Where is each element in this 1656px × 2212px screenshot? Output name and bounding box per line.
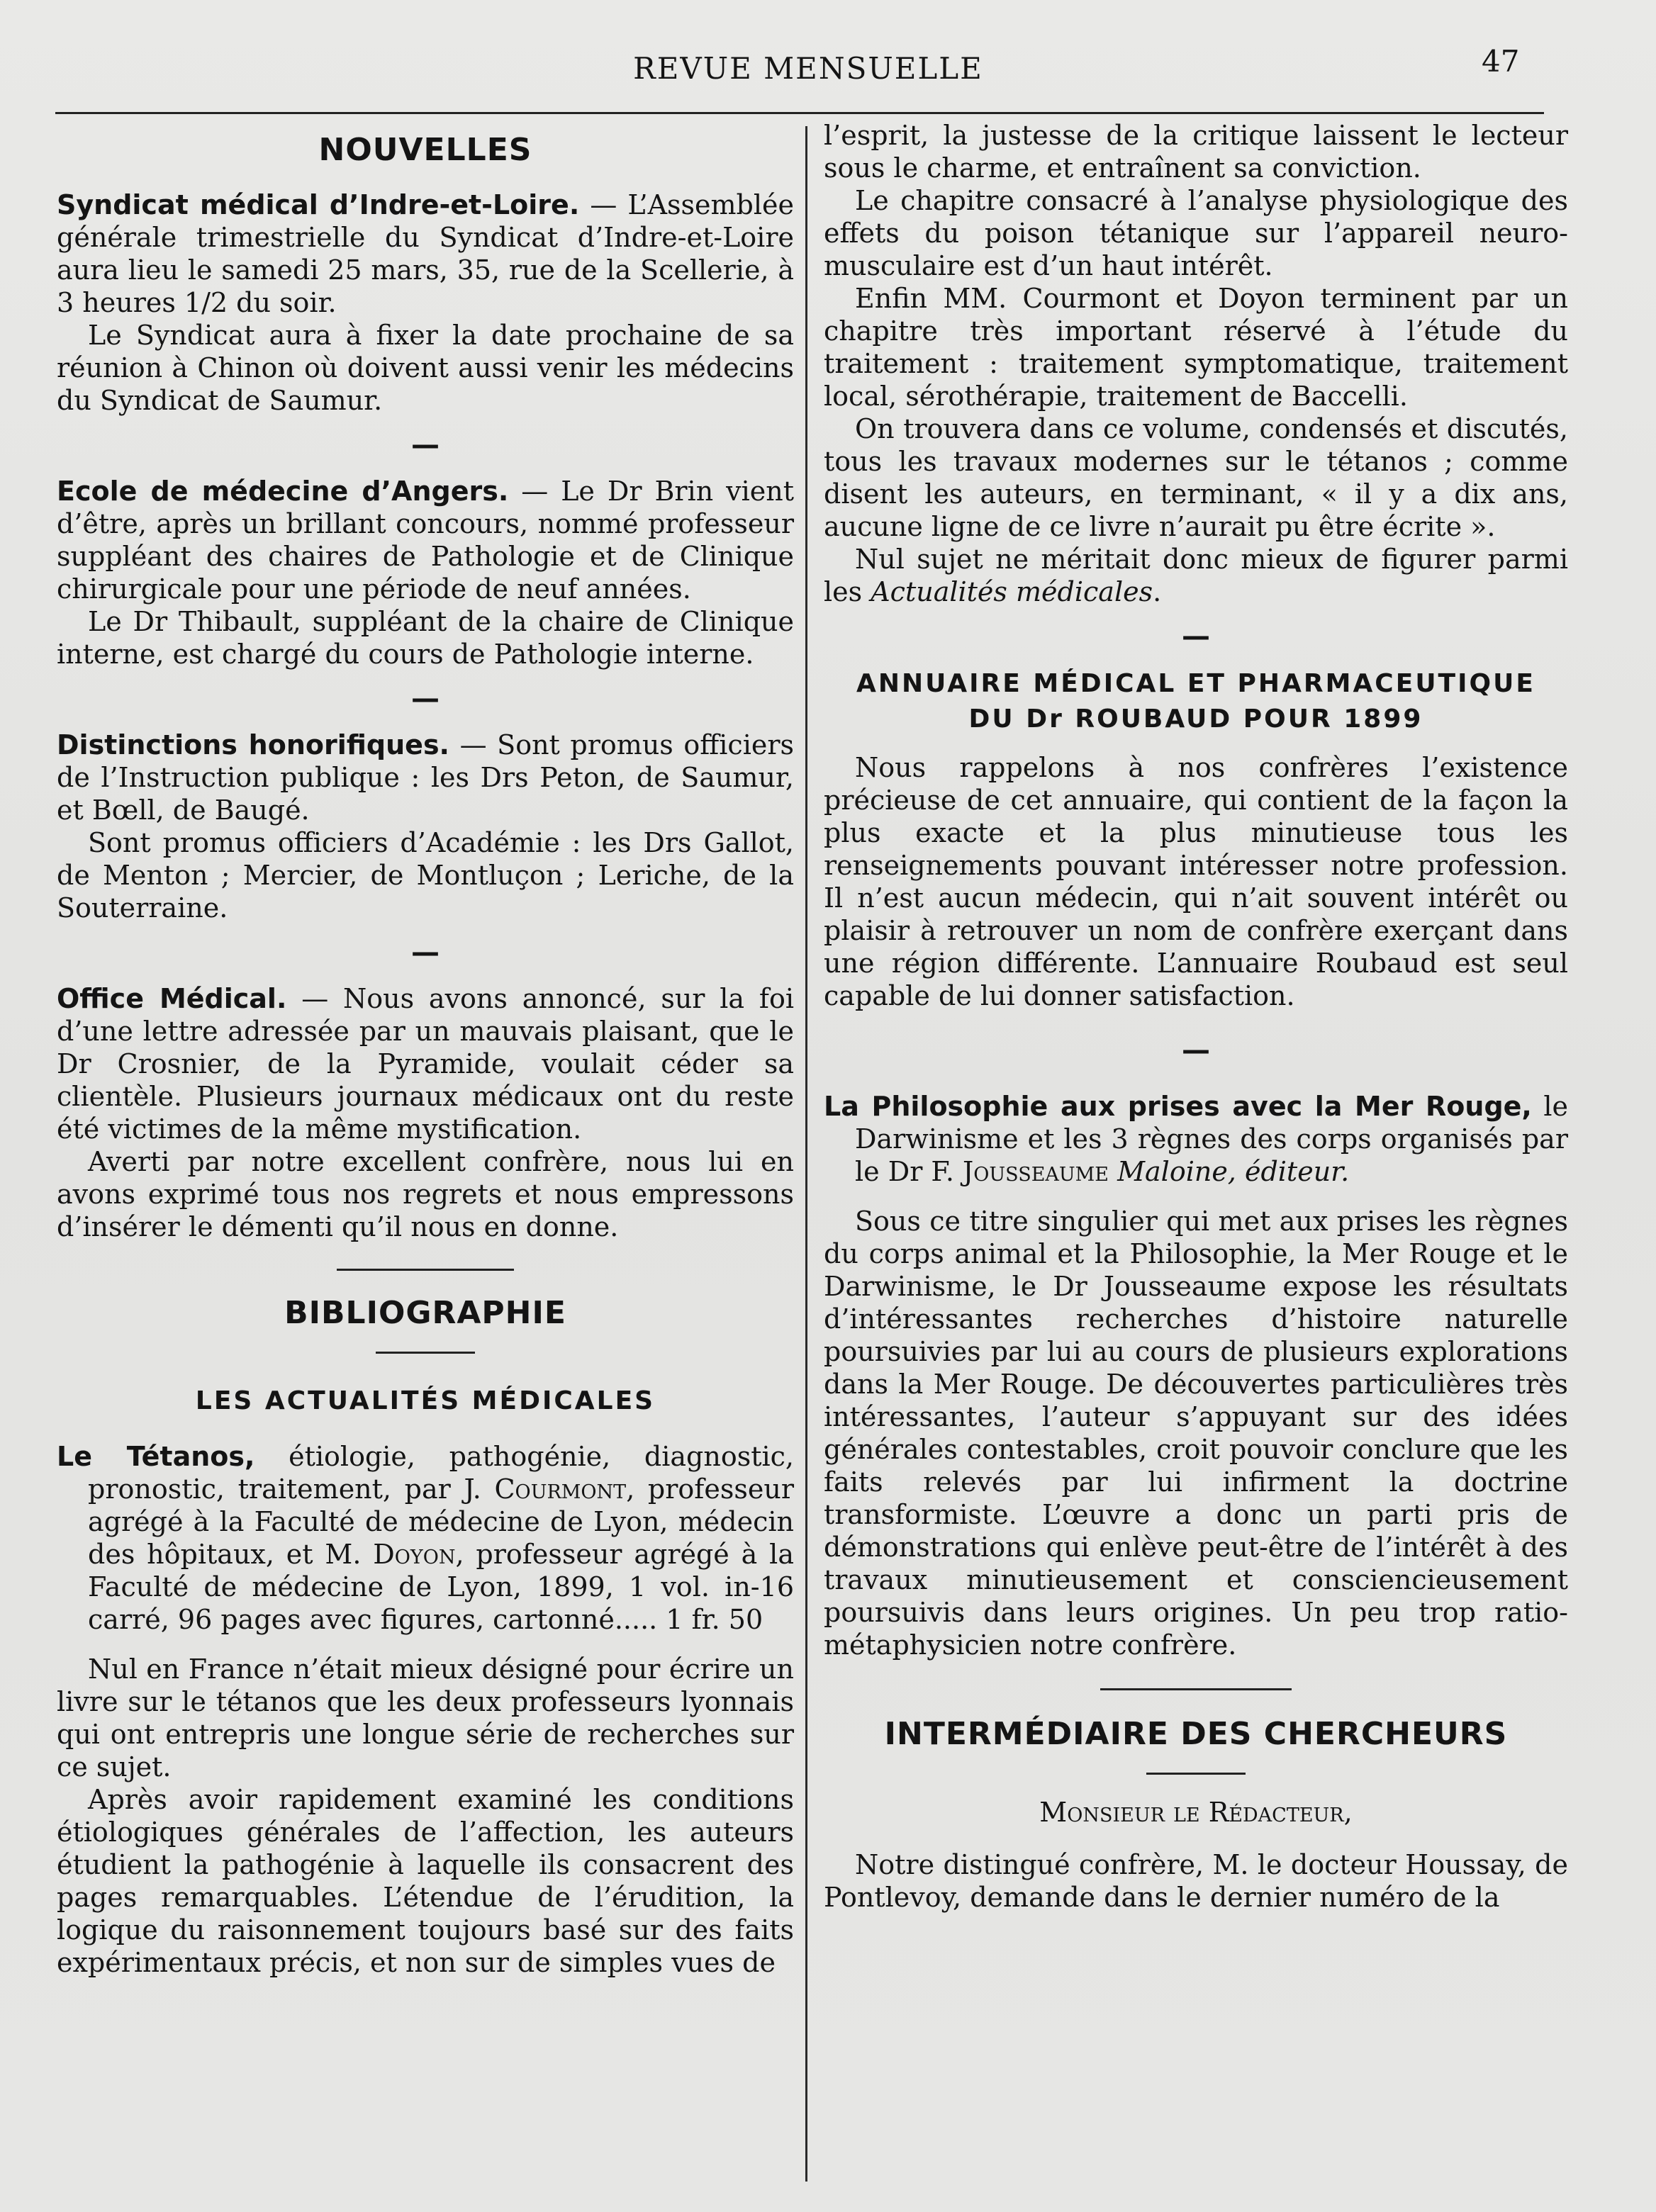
intermediaire-heading: INTERMÉDIAIRE DES CHERCHEURS — [884, 1716, 1508, 1752]
review-paragraph: l’esprit, la justesse de la critique laissent le lecteur sous le charme, et entraînent sa conviction. — [824, 120, 1568, 184]
page-number: 47 — [1482, 44, 1520, 79]
annuaire-paragraph: Nous rappelons à nos confrères l’existence précieuse de cet annuaire, qui contient de la façon la plus exacte et la plus minutieuse tous les renseignements pouvant intéresser notre profession. Il n’est aucun médecin, qui n’ait souvent intérêt ou plaisir à retrouver un nom de confrère exerçant dans une région différente. L’annuaire Roubaud est seul capable de lui donner satisfaction. — [824, 752, 1568, 1011]
news-text: — Le Dr Brin vient d’être, après un brillant concours, nommé professeur suppléant des chaires de Pathologie et de Clinique chirurgicale pour une période de neuf années. — [57, 476, 794, 605]
news-text: — Sont promus officiers de l’Instruction publique : les Drs Peton, de Saumur, et Bœll, de Baugé. — [57, 729, 795, 826]
separator-dash: — — [411, 936, 440, 969]
right-column — [824, 119, 1568, 1914]
bibliographie-heading: BIBLIOGRAPHIE — [284, 1295, 566, 1331]
section-rule — [1146, 1773, 1246, 1775]
news-lead: Syndicat médical d’Indre-et-Loire. — [57, 189, 580, 220]
section-rule — [337, 1269, 514, 1271]
news-item-distinctions — [57, 729, 794, 826]
review-paragraph: Après avoir rapidement examiné les conditions étiologiques générales de l’affection, les auteurs étudient la pathogénie à laquelle ils consacrent des pages remarquables. L’étendue de l’érudition, la logique du raisonnement toujours basé sur des faits expérimentaux précis, et non sur de simples vues de — [57, 1784, 794, 1978]
news-lead: Ecole de médecine d’Angers. — [57, 476, 509, 507]
book-author: Courmont — [494, 1473, 627, 1505]
review-paragraph: Le chapitre consacré à l’analyse physiologique des effets du poison tétanique sur l’appareil neuro-musculaire est d’un haut intérêt. — [824, 185, 1568, 281]
book-title: La Philosophie aux prises avec la Mer Rouge, — [824, 1091, 1532, 1122]
news-item-ecole — [57, 475, 794, 605]
review-paragraph: Nul en France n’était mieux désigné pour écrire un livre sur le tétanos que les deux professeurs lyonnais qui ont entrepris une longue série de recherches sur ce sujet. — [57, 1654, 794, 1782]
book-publisher: Maloine, éditeur. — [1109, 1156, 1350, 1187]
book-author: Doyon — [373, 1539, 456, 1570]
news-item-office — [57, 982, 794, 1145]
review-paragraph: On trouvera dans ce volume, condensés et discutés, tous les travaux modernes sur le tétanos ; comme disent les auteurs, en terminant, « il y a dix ans, aucune ligne de ce livre n’aurait pu être écrite ». — [824, 413, 1568, 542]
news-item-syndicat — [57, 189, 794, 319]
annuaire-heading-line2: DU Dr ROUBAUD POUR 1899 — [968, 704, 1423, 734]
book-text: le Darwinisme et les 3 règnes des corps organisés par le Dr F. — [855, 1091, 1568, 1187]
news-text: — L’Assemblée générale trimestrielle du Syndicat d’Indre-et-Loire aura lieu le samedi 25 mars, 35, rue de la Scellerie, à 3 heures 1/2 du soir. — [57, 189, 794, 318]
news-lead: Distinctions honorifiques. — [57, 729, 449, 760]
book-text: , professeur agrégé à la Faculté de médecine de Lyon, 1899, 1 vol. in-16 carré, 96 pages avec figures, cartonné..... 1 fr. 50 — [88, 1539, 794, 1635]
book-entry — [824, 1090, 1568, 1188]
separator-dash: — — [411, 429, 440, 461]
review-paragraph: Nul sujet ne méritait donc mieux de figurer parmi les Actualités médicales. — [824, 544, 1568, 607]
book-entry — [57, 1440, 794, 1636]
book-author: Jousseaume — [963, 1156, 1109, 1187]
book-text: , professeur agrégé à la Faculté de médecine de Lyon, médecin des hôpitaux, et M. — [88, 1473, 794, 1570]
news-paragraph: Le Syndicat aura à fixer la date prochaine de sa réunion à Chinon où doivent aussi venir les médecins du Syndicat de Saumur. — [57, 320, 794, 416]
news-text: — Nous avons annoncé, sur la foi d’une lettre adressée par un mauvais plaisant, que le Dr Crosnier, de la Pyramide, voulait céder sa clientèle. Plusieurs journaux médicaux ont du reste été victimes de la même mystification. — [57, 983, 794, 1145]
review-paragraph: Enfin MM. Courmont et Doyon terminent par un chapitre très important réservé à l’étude du traitement : traitement symptomatique, traitement local, sérothérapie, traitement de Baccelli. — [824, 283, 1568, 412]
nouvelles-heading: NOUVELLES — [318, 132, 532, 168]
header-rule — [55, 112, 1544, 114]
left-column — [57, 119, 794, 1979]
news-paragraph: Sont promus officiers d’Académie : les Drs Gallot, de Menton ; Mercier, de Montluçon ; Leriche, de la Souterraine. — [57, 827, 794, 923]
series-title: Actualités médicales — [871, 576, 1153, 607]
letter-paragraph: Notre distingué confrère, M. le docteur Houssay, de Pontlevoy, demande dans le dernier numéro de la — [824, 1849, 1568, 1913]
salutation: Monsieur le Rédacteur, — [1039, 1797, 1353, 1828]
section-rule — [1100, 1688, 1292, 1690]
separator-dash: — — [1182, 1034, 1210, 1067]
book-title: Le Tétanos, — [57, 1441, 255, 1472]
review-paragraph: Sous ce titre singulier qui met aux prises les règnes du corps animal et la Philosophie, la Mer Rouge et le Darwinisme, le Dr Jousseaume expose les résultats d’intéressantes recherches d’histoire naturelle poursuivies par lui au cours de plusieurs explorations dans la Mer Rouge. De découvertes particulières très intéressantes, l’auteur s’appuyant sur des idées générales contestables, croit pouvoir conclure que les faits relevés par lui infirment la doctrine transformiste. L’œuvre a donc un parti pris de démonstrations qui enlève peut-être de l’intérêt à des travaux minutieusement et consciencieusement poursuivis dans leurs origines. Un peu trop ratio-métaphysicien notre confrère. — [824, 1206, 1568, 1661]
news-paragraph: Averti par notre excellent confrère, nous lui en avons exprimé tous nos regrets et nous empressons d’insérer le démenti qu’il nous en donne. — [57, 1146, 794, 1242]
journal-title: REVUE MENSUELLE — [633, 51, 983, 86]
separator-dash: — — [1182, 620, 1210, 653]
book-text: étiologie, pathogénie, diagnostic, pronostic, traitement, par J. — [88, 1441, 795, 1505]
running-head — [0, 41, 1656, 91]
separator-dash: — — [411, 683, 440, 715]
annuaire-heading: ANNUAIRE MÉDICAL ET PHARMACEUTIQUE — [856, 669, 1535, 698]
column-divider — [805, 126, 807, 2182]
actualites-heading: LES ACTUALITÉS MÉDICALES — [195, 1386, 656, 1415]
news-lead: Office Médical. — [57, 983, 287, 1014]
section-rule — [376, 1352, 475, 1354]
news-paragraph: Le Dr Thibault, suppléant de la chaire de Clinique interne, est chargé du cours de Pathologie interne. — [57, 606, 794, 670]
